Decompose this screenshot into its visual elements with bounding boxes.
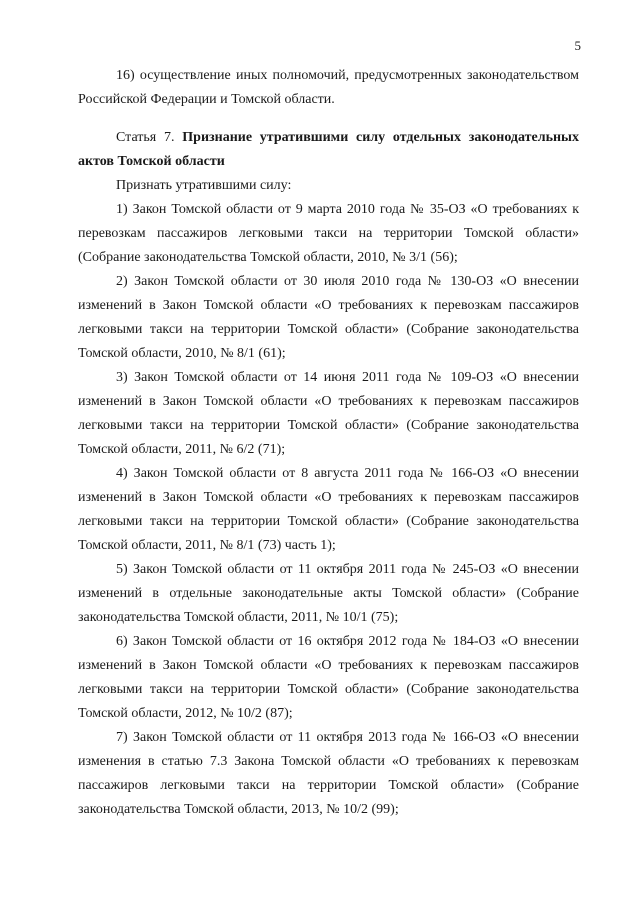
article-heading <box>78 126 579 174</box>
document-body <box>78 64 579 822</box>
page-number: 5 <box>574 38 581 53</box>
intro-item: 16) осуществление иных полномочий, предусмотренных законодательством Российской Федерации и Томской области. <box>78 68 579 107</box>
list-item: 7) Закон Томской области от 11 октября 2013 года № 166-ОЗ «О внесении изменения в статью 7.3 Закона Томской области «О требованиях к перевозкам пассажиров легковыми такси на территории Томской области» (Собрание законодательства Томской области, 2013, № 10/2 (99); <box>78 730 579 817</box>
article-title: Признание утратившими силу отдельных законодательных актов Томской области <box>78 130 579 169</box>
list-item: 5) Закон Томской области от 11 октября 2011 года № 245-ОЗ «О внесении изменений в отдельные законодательные акты Томской области» (Собрание законодательства Томской области, 2011, № 10/1 (75); <box>78 562 579 625</box>
article-lead: Признать утратившими силу: <box>116 178 292 193</box>
spacer <box>78 112 579 126</box>
list-item: 2) Закон Томской области от 30 июля 2010 года № 130-ОЗ «О внесении изменений в Закон Томской области «О требованиях к перевозкам пассажиров легковыми такси на территории Томской области» (Собрание законодательства Томской области, 2010, № 8/1 (61); <box>78 274 579 361</box>
list-item: 4) Закон Томской области от 8 августа 2011 года № 166-ОЗ «О внесении изменений в Закон Томской области «О требованиях к перевозкам пассажиров легковыми такси на территории Томской области» (Собрание законодательства Томской области, 2011, № 8/1 (73) часть 1); <box>78 466 579 553</box>
article-label: Статья 7. <box>116 130 175 145</box>
list-item: 6) Закон Томской области от 16 октября 2012 года № 184-ОЗ «О внесении изменений в Закон Томской области «О требованиях к перевозкам пассажиров легковыми такси на территории Томской области» (Собрание законодательства Томской области, 2012, № 10/2 (87); <box>78 634 579 721</box>
list-item: 1) Закон Томской области от 9 марта 2010 года № 35-ОЗ «О требованиях к перевозкам пассажиров легковыми такси на территории Томской области» (Собрание законодательства Томской области, 2010, № 3/1 (56); <box>78 202 579 265</box>
list-item: 3) Закон Томской области от 14 июня 2011 года № 109-ОЗ «О внесении изменений в Закон Томской области «О требованиях к перевозкам пассажиров легковыми такси на территории Томской области» (Собрание законодательства Томской области, 2011, № 6/2 (71); <box>78 370 579 457</box>
